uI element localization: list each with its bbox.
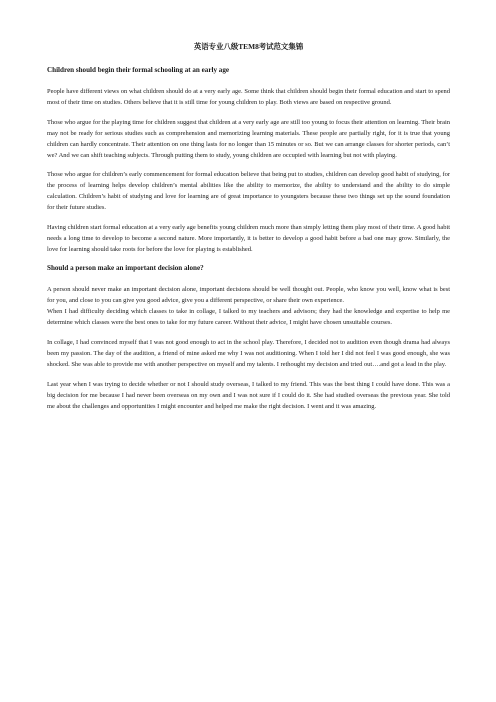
paragraph: Those who argue for children’s early commencement for formal education believe that being put to studies, children can develop good habit of studying, for the process of learning helps develop children’s mental abilities like the ability to memorize, the ability to understand and the ability to do simple calculation. Children’s habit of studying and love for learning are of great importance to youngsters because these two things set up the sound foundation for their future studies. <box>47 171 450 212</box>
paragraph: A person should never make an important decision alone, important decisions should be well thought out. People, who know you well, know what is best for you, and close to you can give you good advice, give you a different perspective, or share their own experience. <box>47 286 450 305</box>
paragraph: People have different views on what children should do at a very early age. Some think that children should begin their formal education and start to spend most of their time on studies. Others believe that it is still time for young children to play. Both views are based on respective ground. <box>47 88 450 106</box>
section-heading-early-schooling: Children should begin their formal schooling at an early age <box>47 66 230 74</box>
paragraph: Last year when I was trying to decide whether or not I should study overseas, I talked to my friend. This was the best thing I could have done. This was a big decision for me because I had never been overseas on my own and I was not sure if I could do it. She had studied overseas the previous year. She told me about the challenges and opportunities I might encounter and helped me make the right decision. I went and it was amazing. <box>47 380 450 410</box>
section-heading-decision-alone: Should a person make an important decision alone? <box>47 264 204 273</box>
paragraph: In collage, I had convinced myself that I was not good enough to act in the school play. Therefore, I decided not to audition even though drama had always been my passion. The day of the audition, a friend of mine asked me why I was not auditioning. When I told her I did not feel I was good enough, she was shocked. She was able to provide me with another perspective on myself and my talents. I rethought my decision and tried out….and got a lead in the play. <box>47 338 450 368</box>
paragraph: Those who argue for the playing time for children suggest that children at a very early age are still too young to focus their attention on learning. Their brain may not be ready for serious studies such as comprehension and memorizing learning materials. These people are partially right, for it is true that young children can hardly concentrate. Their attention on one thing lasts for no longer than 15 minutes or so. But we can arrange classes for shorter periods, can’t we? And we can shift teaching subjects. Through putting them to study, young children are occupied with learning but not with playing. <box>47 118 450 159</box>
document-title: 英语专业八级TEM8考试范文集锦 <box>193 42 304 51</box>
paragraph: When I had difficulty deciding which classes to take in collage, I talked to my teachers and advisors; they had the knowledge and expertise to help me determine which classes were the best ones to take for my future career. Without their advice, I might have chosen unsuitable courses. <box>47 308 450 327</box>
document-body <box>47 42 450 420</box>
paragraph: Having children start formal education at a very early age benefits young children much more than simply letting them play most of their time. A good habit needs a long time to develop to become a second nature. More importantly, it is better to develop a good habit before a bad one may grow. Similarly, the love for learning should take roots for before the love for playing is established. <box>47 223 450 253</box>
